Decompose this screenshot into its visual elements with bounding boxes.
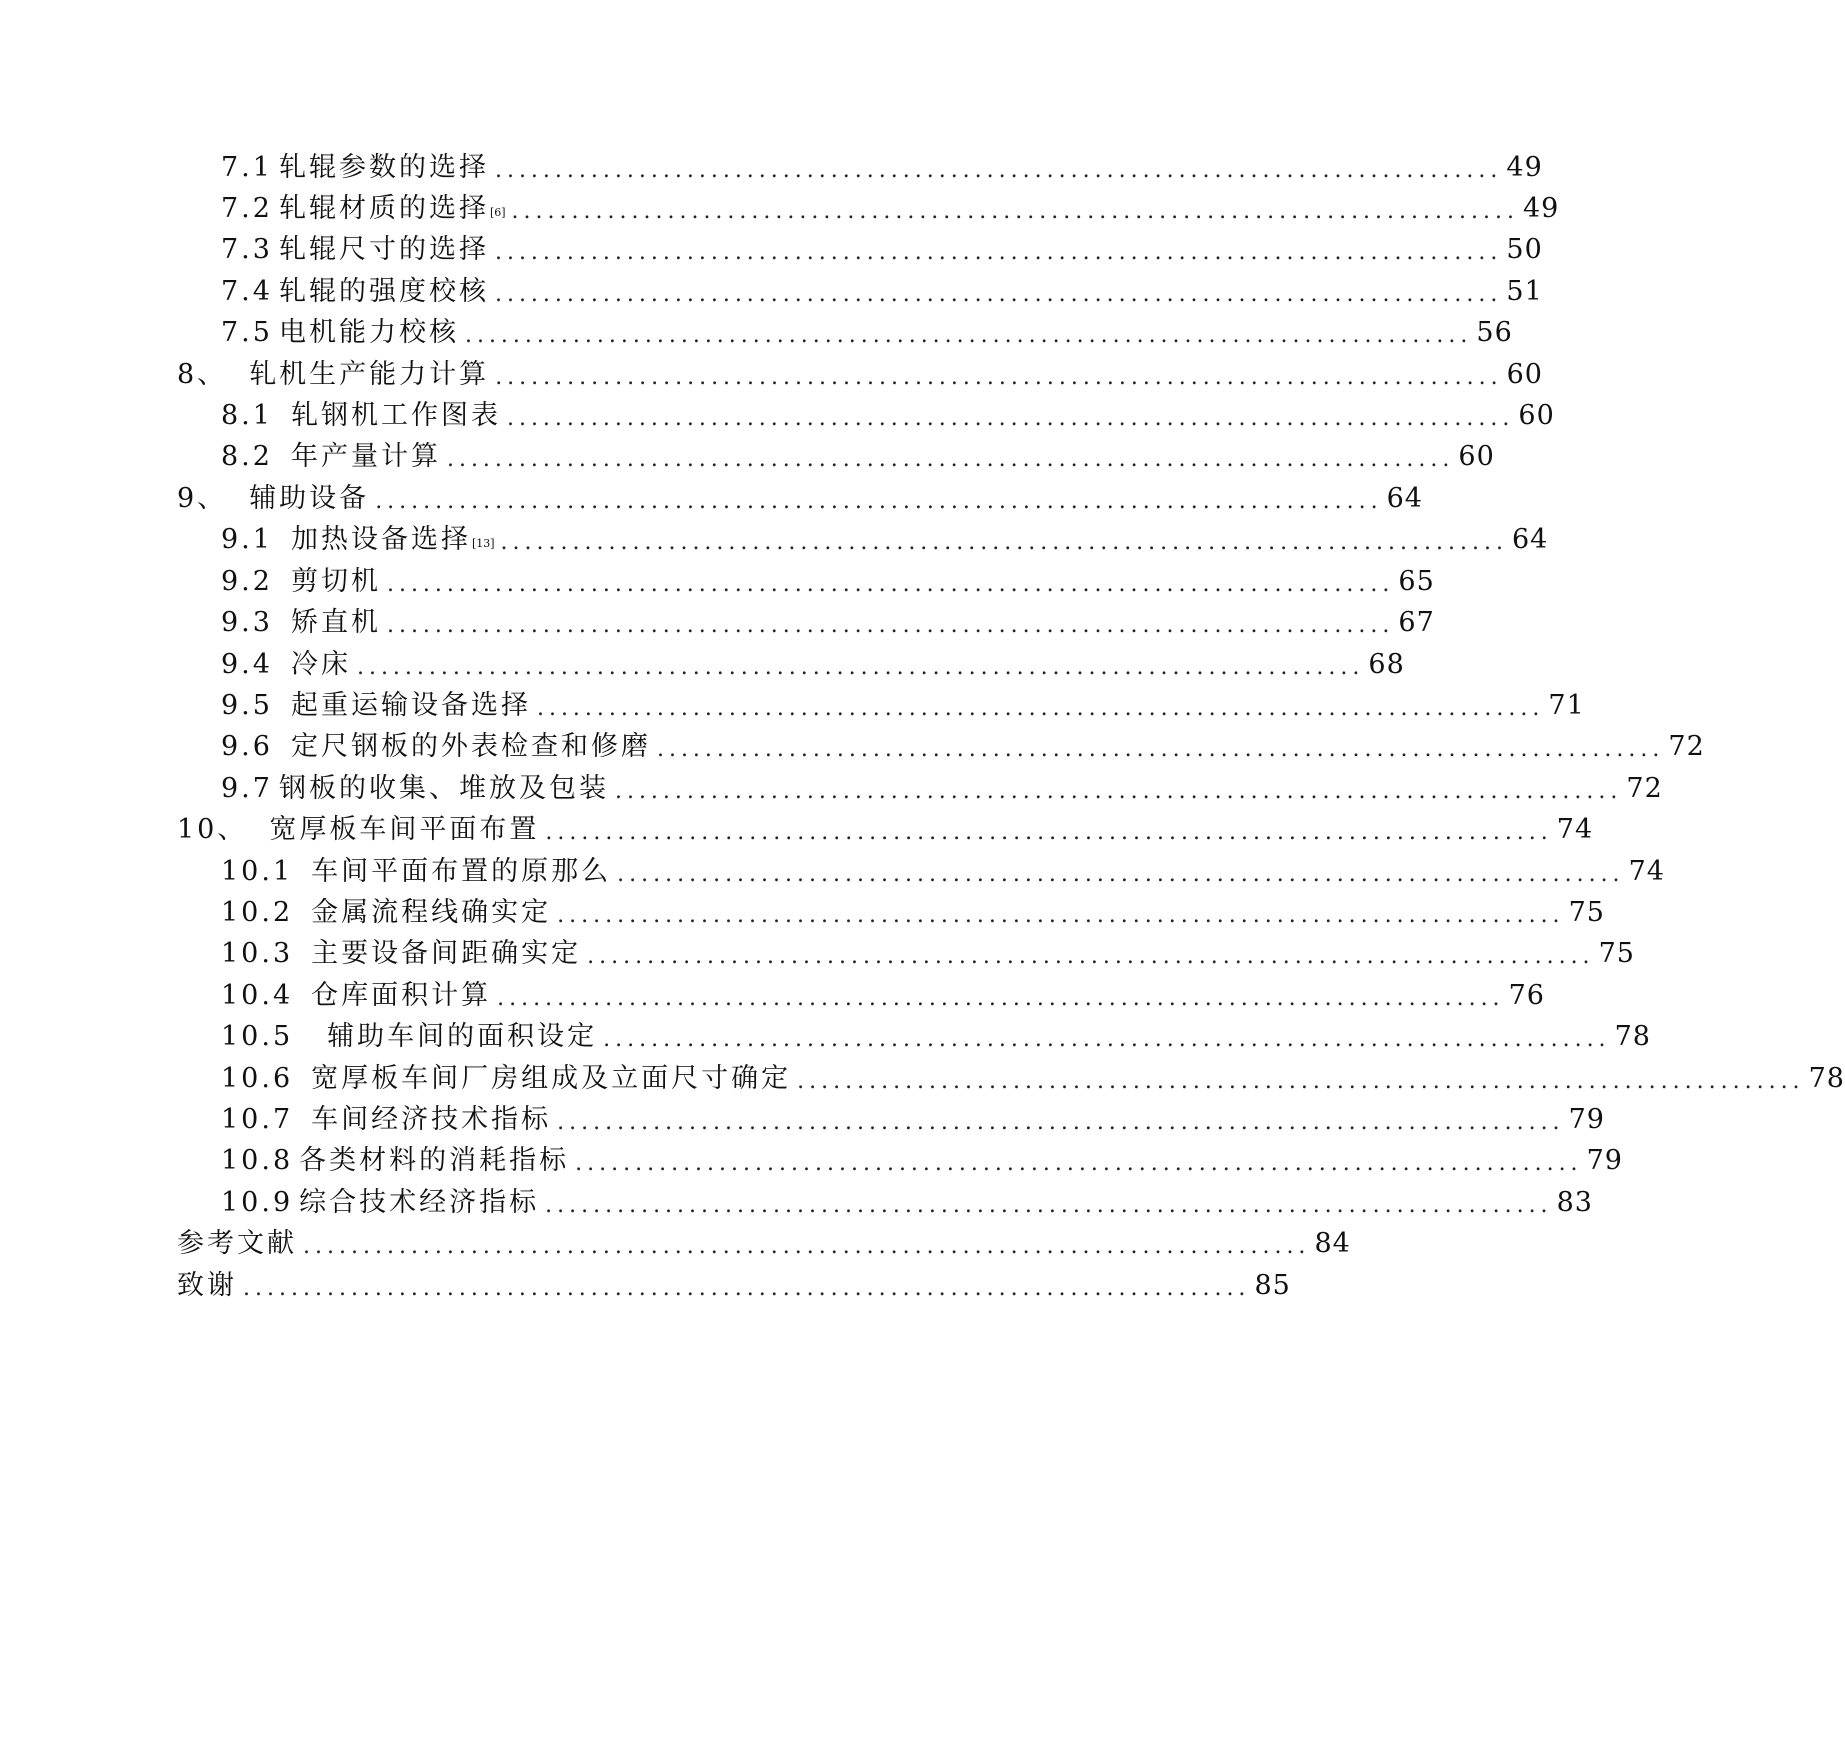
toc-entry-number: 9.4 <box>221 649 273 680</box>
toc-entry-title: 车间经济技术指标 <box>311 1104 552 1135</box>
toc-entry-page: 83 <box>1556 1187 1593 1218</box>
toc-entry-page: 56 <box>1476 317 1513 348</box>
toc-entry[interactable] <box>221 1102 1605 1138</box>
dot-leader: .................................................................................... <box>545 1193 1553 1218</box>
toc-entry[interactable] <box>221 274 1543 310</box>
toc-entry[interactable] <box>177 1226 1351 1262</box>
toc-entry-page: 79 <box>1568 1104 1605 1135</box>
toc-entry[interactable] <box>221 1061 1845 1097</box>
toc-entry-number: 10、 <box>177 814 248 845</box>
toc-entry-page: 78 <box>1808 1063 1845 1094</box>
toc-entry[interactable] <box>221 605 1435 641</box>
dot-leader: .................................................................................... <box>494 240 1503 265</box>
toc-entry-page: 67 <box>1398 607 1435 638</box>
toc-entry-number: 10.2 <box>221 897 294 928</box>
toc-entry-number: 10.8 <box>221 1145 294 1176</box>
toc-entry[interactable] <box>221 978 1545 1014</box>
dot-leader: .................................................................................... <box>797 1069 1805 1094</box>
toc-entry[interactable] <box>221 647 1405 683</box>
toc-entry-title: 电机能力校核 <box>278 317 459 348</box>
toc-entry-page: 74 <box>1556 814 1594 845</box>
toc-entry-title: 宽厚板车间平面布置 <box>269 814 540 845</box>
toc-entry-title: 定尺钢板的外表检查和修磨 <box>290 731 651 762</box>
toc-entry-title: 加热设备选择 <box>290 524 471 555</box>
dot-leader: .................................................................................... <box>617 862 1625 887</box>
toc-entry-number: 10.7 <box>221 1104 294 1135</box>
toc-entry-title: 冷床 <box>290 649 351 680</box>
citation-ref: [6] <box>489 206 506 219</box>
toc-entry-number: 9、 <box>177 483 228 514</box>
toc-entry-number: 9.7 <box>221 773 273 804</box>
toc-entry-number: 7.5 <box>221 317 273 348</box>
toc-entry-title: 各类材料的消耗指标 <box>299 1145 570 1176</box>
toc-entry-number: 7.4 <box>221 276 273 307</box>
toc-entry-number: 10.3 <box>221 938 294 969</box>
toc-entry[interactable] <box>221 1019 1651 1055</box>
toc-entry[interactable] <box>221 729 1705 765</box>
dot-leader: .................................................................................... <box>656 737 1665 762</box>
toc-entry-title: 起重运输设备选择 <box>290 690 531 721</box>
toc-entry-title: 车间平面布置的原那么 <box>311 856 612 887</box>
toc-entry-page: 76 <box>1508 980 1545 1011</box>
dot-leader: .................................................................................... <box>386 572 1395 597</box>
dot-leader: .................................................................................... <box>497 986 1505 1011</box>
dot-leader: .................................................................................... <box>375 489 1383 514</box>
dot-leader: .................................................................................... <box>464 323 1473 348</box>
toc-entry-title: 轧辊尺寸的选择 <box>278 234 489 265</box>
dot-leader: .................................................................................... <box>557 1110 1565 1135</box>
dot-leader: .................................................................................... <box>511 199 1519 224</box>
toc-entry-title: 金属流程线确实定 <box>311 897 552 928</box>
toc-entry-page: 60 <box>1506 359 1543 390</box>
toc-entry-title: 轧机生产能力计算 <box>249 359 490 390</box>
toc-entry[interactable] <box>177 357 1543 393</box>
dot-leader: .................................................................................... <box>494 282 1503 307</box>
toc-entry-title: 主要设备间距确实定 <box>311 938 582 969</box>
toc-entry-title: 综合技术经济指标 <box>299 1187 540 1218</box>
toc-entry[interactable] <box>221 315 1513 351</box>
dot-leader: .................................................................................... <box>500 530 1508 555</box>
toc-entry[interactable] <box>221 232 1543 268</box>
toc-entry-number: 10.9 <box>221 1187 294 1218</box>
toc-entry-number: 9.1 <box>221 524 273 555</box>
toc-entry-number: 7.3 <box>221 234 273 265</box>
toc-entry-page: 75 <box>1598 938 1635 969</box>
toc-entry-title: 钢板的收集、堆放及包装 <box>278 773 609 804</box>
dot-leader: .................................................................................... <box>603 1027 1611 1052</box>
toc-entry-page: 49 <box>1522 193 1560 224</box>
dot-leader: .................................................................................... <box>386 613 1395 638</box>
toc-entry-number: 9.5 <box>221 690 273 721</box>
toc-entry[interactable] <box>221 936 1635 972</box>
toc-entry[interactable] <box>221 854 1665 890</box>
toc-entry-page: 65 <box>1398 566 1435 597</box>
toc-entry-title: 矫直机 <box>290 607 381 638</box>
toc-entry-title: 轧辊参数的选择 <box>278 152 489 183</box>
toc-entry-page: 71 <box>1548 690 1585 721</box>
toc-entry-title: 辅助设备 <box>249 483 370 514</box>
toc-entry[interactable] <box>221 398 1555 434</box>
toc-entry-number: 10.4 <box>221 980 294 1011</box>
toc-entry[interactable] <box>221 1143 1623 1179</box>
toc-entry-title: 剪切机 <box>290 566 381 597</box>
toc-entry-title: 轧钢机工作图表 <box>290 400 501 431</box>
toc-entry[interactable] <box>221 191 1560 227</box>
toc-entry-page: 75 <box>1568 897 1605 928</box>
toc-entry-title: 轧辊的强度校核 <box>278 276 489 307</box>
toc-entry-page: 64 <box>1511 524 1549 555</box>
dot-leader: .................................................................................... <box>536 696 1545 721</box>
dot-leader: .................................................................................... <box>303 1234 1311 1259</box>
toc-entry[interactable] <box>221 150 1543 186</box>
dot-leader: .................................................................................... <box>243 1276 1251 1301</box>
dot-leader: .................................................................................... <box>446 447 1455 472</box>
toc-entry[interactable] <box>221 1185 1593 1221</box>
toc-entry-page: 79 <box>1586 1145 1623 1176</box>
toc-entry-title: 致谢 <box>177 1270 237 1301</box>
toc-entry[interactable] <box>221 564 1435 600</box>
toc-entry-page: 50 <box>1506 234 1543 265</box>
toc-entry[interactable] <box>221 895 1605 931</box>
toc-entry[interactable] <box>221 522 1549 558</box>
dot-leader: .................................................................................... <box>575 1151 1583 1176</box>
toc-entry-title: 仓库面积计算 <box>311 980 492 1011</box>
toc-entry-number: 9.3 <box>221 607 273 638</box>
toc-entry[interactable] <box>177 1268 1291 1304</box>
dot-leader: .................................................................................... <box>557 903 1565 928</box>
toc-entry-number: 8.2 <box>221 441 273 472</box>
toc-entry-page: 60 <box>1458 441 1495 472</box>
toc-entry-title: 轧辊材质的选择 <box>278 193 489 224</box>
dot-leader: .................................................................................... <box>494 158 1503 183</box>
dot-leader: .................................................................................... <box>495 365 1503 390</box>
toc-entry-page: 60 <box>1518 400 1555 431</box>
toc-entry-number: 10.6 <box>221 1063 294 1094</box>
toc-entry-page: 84 <box>1314 1228 1351 1259</box>
dot-leader: .................................................................................... <box>614 779 1623 804</box>
toc-entry-page: 68 <box>1368 649 1405 680</box>
toc-entry-title: 辅助车间的面积设定 <box>327 1021 598 1052</box>
toc-entry[interactable] <box>177 481 1423 517</box>
toc-entry-number: 7.2 <box>221 193 273 224</box>
citation-ref: [13] <box>471 537 495 550</box>
toc-entry[interactable] <box>221 771 1663 807</box>
toc-entry-page: 49 <box>1506 152 1543 183</box>
dot-leader: .................................................................................... <box>587 944 1595 969</box>
toc-entry-page: 72 <box>1668 731 1705 762</box>
toc-entry[interactable] <box>221 439 1495 475</box>
toc-entry-number: 7.1 <box>221 152 273 183</box>
toc-entry-page: 78 <box>1614 1021 1651 1052</box>
toc-entry[interactable] <box>177 812 1594 848</box>
toc-entry-number: 10.5 <box>221 1021 294 1052</box>
toc-entry-number: 9.2 <box>221 566 273 597</box>
toc-entry-page: 64 <box>1386 483 1423 514</box>
toc-entry-number: 10.1 <box>221 856 294 887</box>
toc-entry-page: 85 <box>1254 1270 1291 1301</box>
toc-entry-number: 8、 <box>177 359 228 390</box>
toc-entry-number: 9.6 <box>221 731 273 762</box>
dot-leader: .................................................................................... <box>356 655 1365 680</box>
toc-entry[interactable] <box>221 688 1585 724</box>
toc-entry-title: 年产量计算 <box>290 441 441 472</box>
toc-entry-page: 72 <box>1626 773 1663 804</box>
toc-entry-page: 51 <box>1506 276 1543 307</box>
toc-entry-title: 参考文献 <box>177 1228 297 1259</box>
dot-leader: .................................................................................... <box>506 406 1515 431</box>
toc-entry-title: 宽厚板车间厂房组成及立面尺寸确定 <box>311 1063 792 1094</box>
dot-leader: .................................................................................... <box>545 820 1553 845</box>
toc-entry-page: 74 <box>1628 856 1665 887</box>
toc-entry-number: 8.1 <box>221 400 273 431</box>
